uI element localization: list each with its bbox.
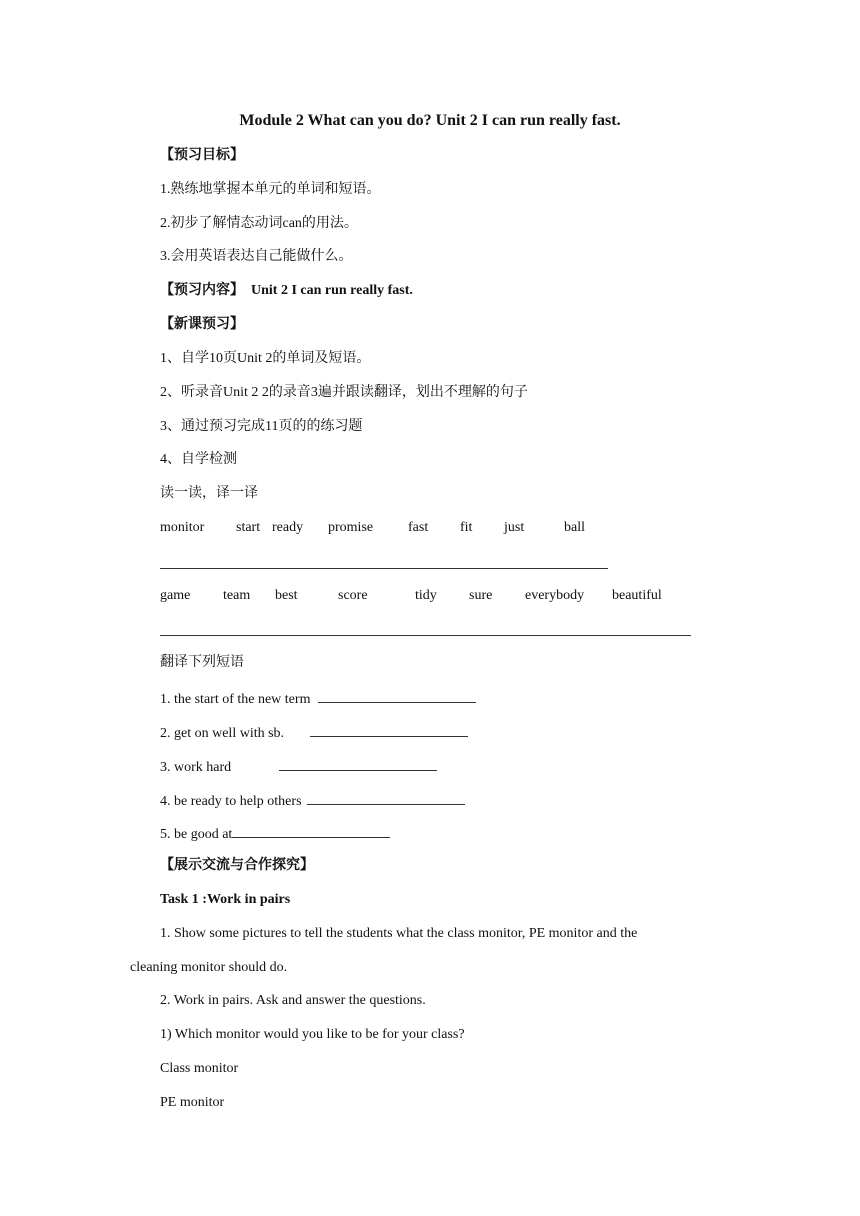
vocab-word: start bbox=[236, 520, 261, 535]
vocabulary-row-2 bbox=[160, 587, 760, 605]
task1-question1: 1) Which monitor would you like to be for your class? bbox=[160, 1027, 465, 1042]
vocab-word: monitor bbox=[160, 520, 205, 535]
objective-item: 2.初步了解情态动词can的用法。 bbox=[160, 216, 358, 231]
vocab-word: just bbox=[504, 520, 525, 535]
phrase-item bbox=[160, 823, 390, 844]
content-value: Unit 2 I can run really fast. bbox=[251, 283, 413, 298]
monitor-option: PE monitor bbox=[160, 1095, 225, 1110]
answer-blank[interactable] bbox=[279, 756, 437, 771]
vocab-word: beautiful bbox=[612, 588, 662, 603]
heading-content bbox=[160, 282, 413, 300]
content-label: 【预习内容】 bbox=[160, 283, 244, 298]
phrase-text: 1. the start of the new term bbox=[160, 692, 311, 707]
vocab-word: ball bbox=[564, 520, 585, 535]
task1-item1-line2: cleaning monitor should do. bbox=[130, 960, 288, 975]
objective-item: 3.会用英语表达自己能做什么。 bbox=[160, 249, 353, 264]
vocab-word: team bbox=[223, 588, 251, 603]
phrase-item bbox=[160, 790, 465, 811]
phrase-text: 4. be ready to help others bbox=[160, 794, 302, 809]
answer-line bbox=[160, 568, 608, 569]
vocab-word: score bbox=[338, 588, 368, 603]
answer-blank[interactable] bbox=[310, 722, 468, 737]
preview-step: 1、自学10页Unit 2的单词及短语。 bbox=[160, 351, 371, 366]
document-title: Module 2 What can you do? Unit 2 I can run really fast. bbox=[239, 112, 621, 129]
vocab-word: tidy bbox=[415, 588, 437, 603]
phrase-item bbox=[160, 722, 468, 743]
answer-blank[interactable] bbox=[232, 823, 390, 838]
vocab-word: sure bbox=[469, 588, 493, 603]
vocab-word: game bbox=[160, 588, 191, 603]
task1-heading: Task 1 :Work in pairs bbox=[160, 892, 291, 907]
preview-step: 2、听录音Unit 2 2的录音3遍并跟读翻译，划出不理解的句子 bbox=[160, 385, 528, 400]
task1-item1-line1: 1. Show some pictures to tell the students what the class monitor, PE monitor and the bbox=[160, 926, 638, 941]
read-translate-label: 读一读，译一译 bbox=[160, 486, 258, 501]
answer-line bbox=[160, 635, 691, 636]
heading-objectives: 【预习目标】 bbox=[160, 148, 244, 163]
phrase-item bbox=[160, 688, 476, 709]
vocab-word: best bbox=[275, 588, 298, 603]
objective-item: 1.熟练地掌握本单元的单词和短语。 bbox=[160, 182, 381, 197]
phrase-text: 5. be good at bbox=[160, 827, 233, 842]
vocab-word: promise bbox=[328, 520, 374, 535]
vocab-word: fit bbox=[460, 520, 473, 535]
vocab-word: everybody bbox=[525, 588, 585, 603]
heading-new-lesson: 【新课预习】 bbox=[160, 317, 244, 332]
translate-phrases-heading: 翻译下列短语 bbox=[160, 655, 244, 670]
phrase-text: 2. get on well with sb. bbox=[160, 726, 285, 741]
vocabulary-row-1 bbox=[160, 519, 760, 537]
preview-step: 3、通过预习完成11页的的练习题 bbox=[160, 419, 363, 434]
vocab-word: fast bbox=[408, 520, 429, 535]
heading-show-explore: 【展示交流与合作探究】 bbox=[160, 858, 314, 873]
phrase-text: 3. work hard bbox=[160, 760, 232, 775]
phrase-item bbox=[160, 756, 437, 777]
answer-blank[interactable] bbox=[318, 688, 476, 703]
preview-step: 4、自学检测 bbox=[160, 452, 237, 467]
monitor-option: Class monitor bbox=[160, 1061, 239, 1076]
answer-blank[interactable] bbox=[307, 790, 465, 805]
task1-item2: 2. Work in pairs. Ask and answer the questions. bbox=[160, 993, 426, 1008]
vocab-word: ready bbox=[272, 520, 304, 535]
